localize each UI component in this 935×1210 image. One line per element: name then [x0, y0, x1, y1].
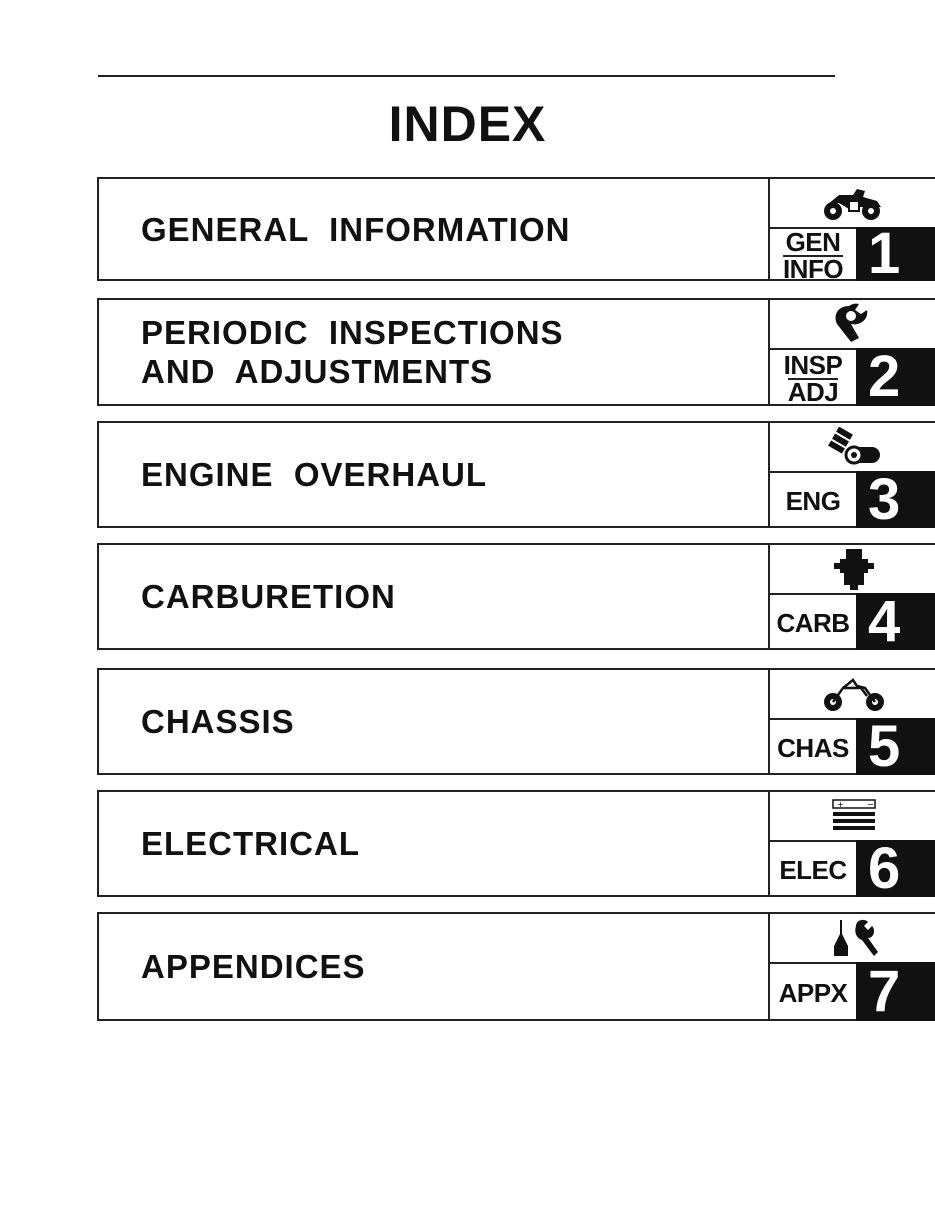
section-label: ELECTRICAL [141, 825, 360, 862]
section-abbreviation: APPX [770, 962, 856, 1021]
page-title: INDEX [388, 96, 547, 152]
section-abbreviation: GEN INFO [770, 227, 856, 281]
section-general-information[interactable] [97, 177, 935, 286]
section-tab[interactable] [768, 423, 935, 532]
tools-icon [770, 914, 935, 962]
section-periodic-inspections[interactable] [97, 298, 935, 409]
section-tab[interactable] [768, 670, 935, 779]
section-appendices[interactable] [97, 912, 935, 1024]
carburetor-icon [770, 545, 935, 593]
section-label: PERIODIC INSPECTIONS AND ADJUSTMENTS [141, 314, 564, 390]
top-rule [98, 75, 835, 77]
section-label: ENGINE OVERHAUL [141, 456, 488, 493]
section-label: GENERAL INFORMATION [141, 210, 571, 248]
section-tab[interactable] [768, 300, 935, 409]
section-carburetion[interactable] [97, 543, 935, 654]
section-number: 3 [856, 471, 935, 528]
section-number: 5 [856, 718, 935, 775]
section-tab[interactable] [768, 914, 935, 1024]
battery-icon [770, 792, 935, 840]
section-electrical[interactable] [97, 790, 935, 901]
svg-text:+: + [836, 800, 844, 809]
wrench-icon [770, 300, 935, 348]
section-chassis[interactable] [97, 668, 935, 779]
section-label: CHASSIS [141, 703, 295, 740]
section-abbreviation: ELEC [770, 840, 856, 897]
section-number: 7 [856, 962, 935, 1021]
svg-text:−: − [866, 800, 874, 809]
section-label: APPENDICES [141, 948, 366, 985]
section-number: 6 [856, 840, 935, 897]
section-label: CARBURETION [141, 578, 396, 615]
section-engine-overhaul[interactable] [97, 421, 935, 532]
section-tab[interactable] [768, 179, 935, 286]
section-abbreviation: INSP ADJ [770, 348, 856, 406]
section-number: 4 [856, 593, 935, 650]
atv-icon [770, 179, 935, 227]
section-abbreviation: CARB [770, 593, 856, 650]
chassis-icon [770, 670, 935, 718]
section-abbreviation: ENG [770, 471, 856, 528]
section-abbreviation: CHAS [770, 718, 856, 775]
section-tab[interactable] [768, 792, 935, 901]
section-tab[interactable] [768, 545, 935, 654]
section-number: 1 [856, 227, 935, 281]
section-number: 2 [856, 348, 935, 406]
piston-icon [770, 423, 935, 471]
